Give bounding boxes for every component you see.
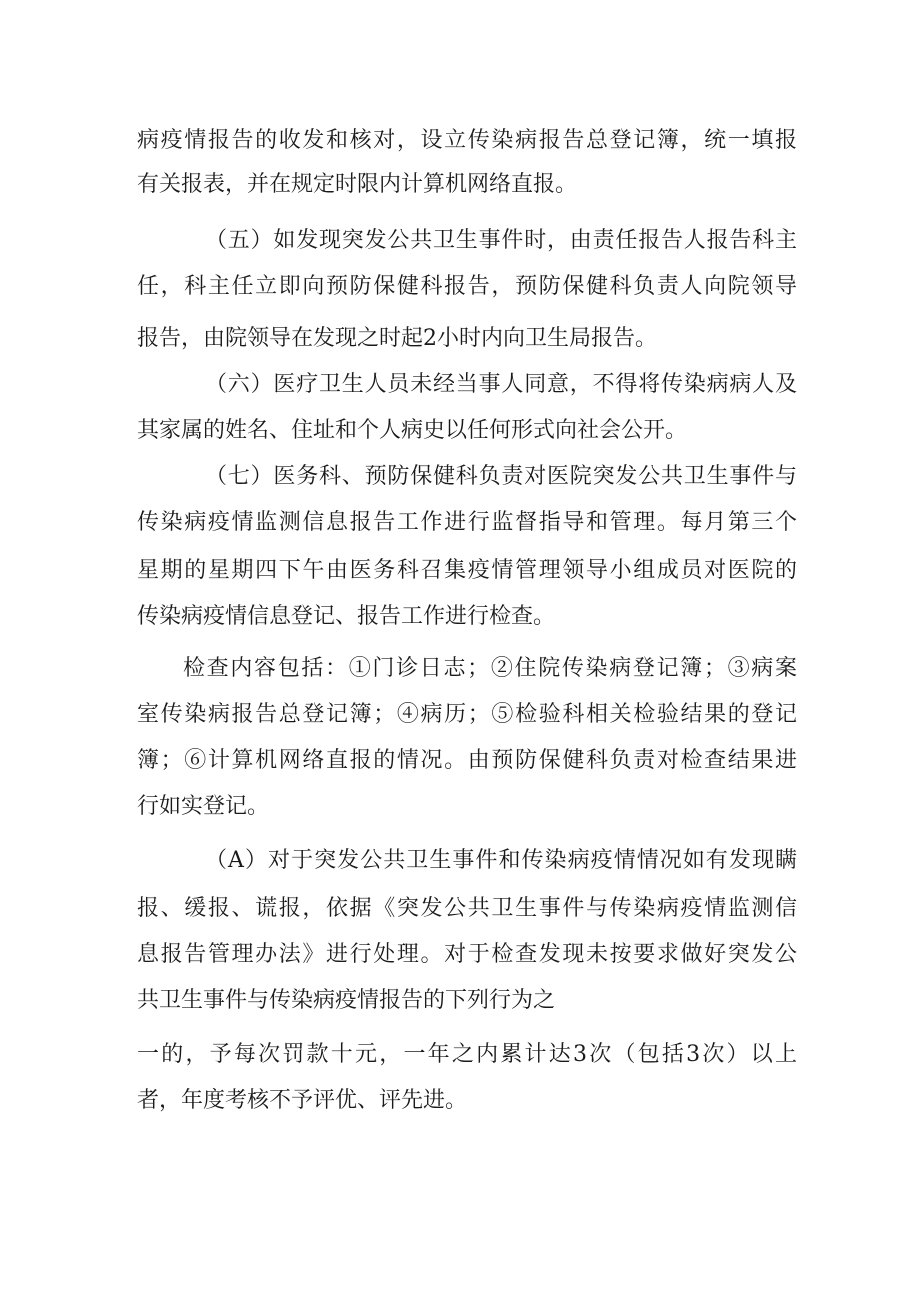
inspection-line-4: 行如实登记。 [137,794,270,819]
paragraph-6-line-1: （六）医疗卫生人员未经当事人同意，不得将传染病病人及 [205,372,797,397]
paragraph-5-line-2: 任，科主任立即向预防保健科报告，预防保健科负责人向院领导 [137,274,797,299]
inspection-line-3: 簿；⑥计算机网络直报的情况。由预防保健科负责对检查结果进 [137,748,797,773]
inspection-line-2: 室传染病报告总登记簿；④病历；⑤检验科相关检验结果的登记 [137,702,797,727]
paragraph-a-line-1: （A）对于突发公共卫生事件和传染病疫情情况如有发现瞒 [205,848,797,873]
paragraph-a-line-4: 共卫生事件与传染病疫情报告的下列行为之 [137,988,556,1013]
paragraph-a-line-3: 息报告管理办法》进行处理。对于检查发现未按要求做好突发公 [137,942,797,967]
paragraph-7-line-2: 传染病疫情监测信息报告工作进行监督指导和管理。每月第三个 [137,510,797,535]
paragraph-7-line-3: 星期的星期四下午由医务科召集疫情管理领导小组成员对医院的 [137,558,797,583]
paragraph-7-line-4: 传染病疫情信息登记、报告工作进行检查。 [137,604,556,629]
paragraph-a-line-2: 报、缓报、谎报，依据《突发公共卫生事件与传染病疫情监测信 [137,896,797,921]
paragraph-5-line-1: （五）如发现突发公共卫生事件时，由责任报告人报告科主 [205,228,797,253]
text-line-1: 病疫情报告的收发和核对，设立传染病报告总登记簿，统一填报 [137,128,797,153]
paragraph-7-line-1: （七）医务科、预防保健科负责对医院突发公共卫生事件与 [205,464,797,489]
paragraph-6-line-2: 其家属的姓名、住址和个人病史以任何形式向社会公开。 [137,418,688,443]
text-line-2: 有关报表，并在规定时限内计算机网络直报。 [137,172,578,197]
penalty-line-2: 者，年度考核不予评优、评先进。 [137,1088,468,1113]
paragraph-5-line-3: 报告，由院领导在发现之时起2小时内向卫生局报告。 [137,326,657,351]
inspection-line-1: 检查内容包括：①门诊日志；②住院传染病登记簿；③病案 [183,656,797,681]
penalty-line-1: 一的，予每次罚款十元，一年之内累计达3次（包括3次）以上 [137,1042,797,1067]
